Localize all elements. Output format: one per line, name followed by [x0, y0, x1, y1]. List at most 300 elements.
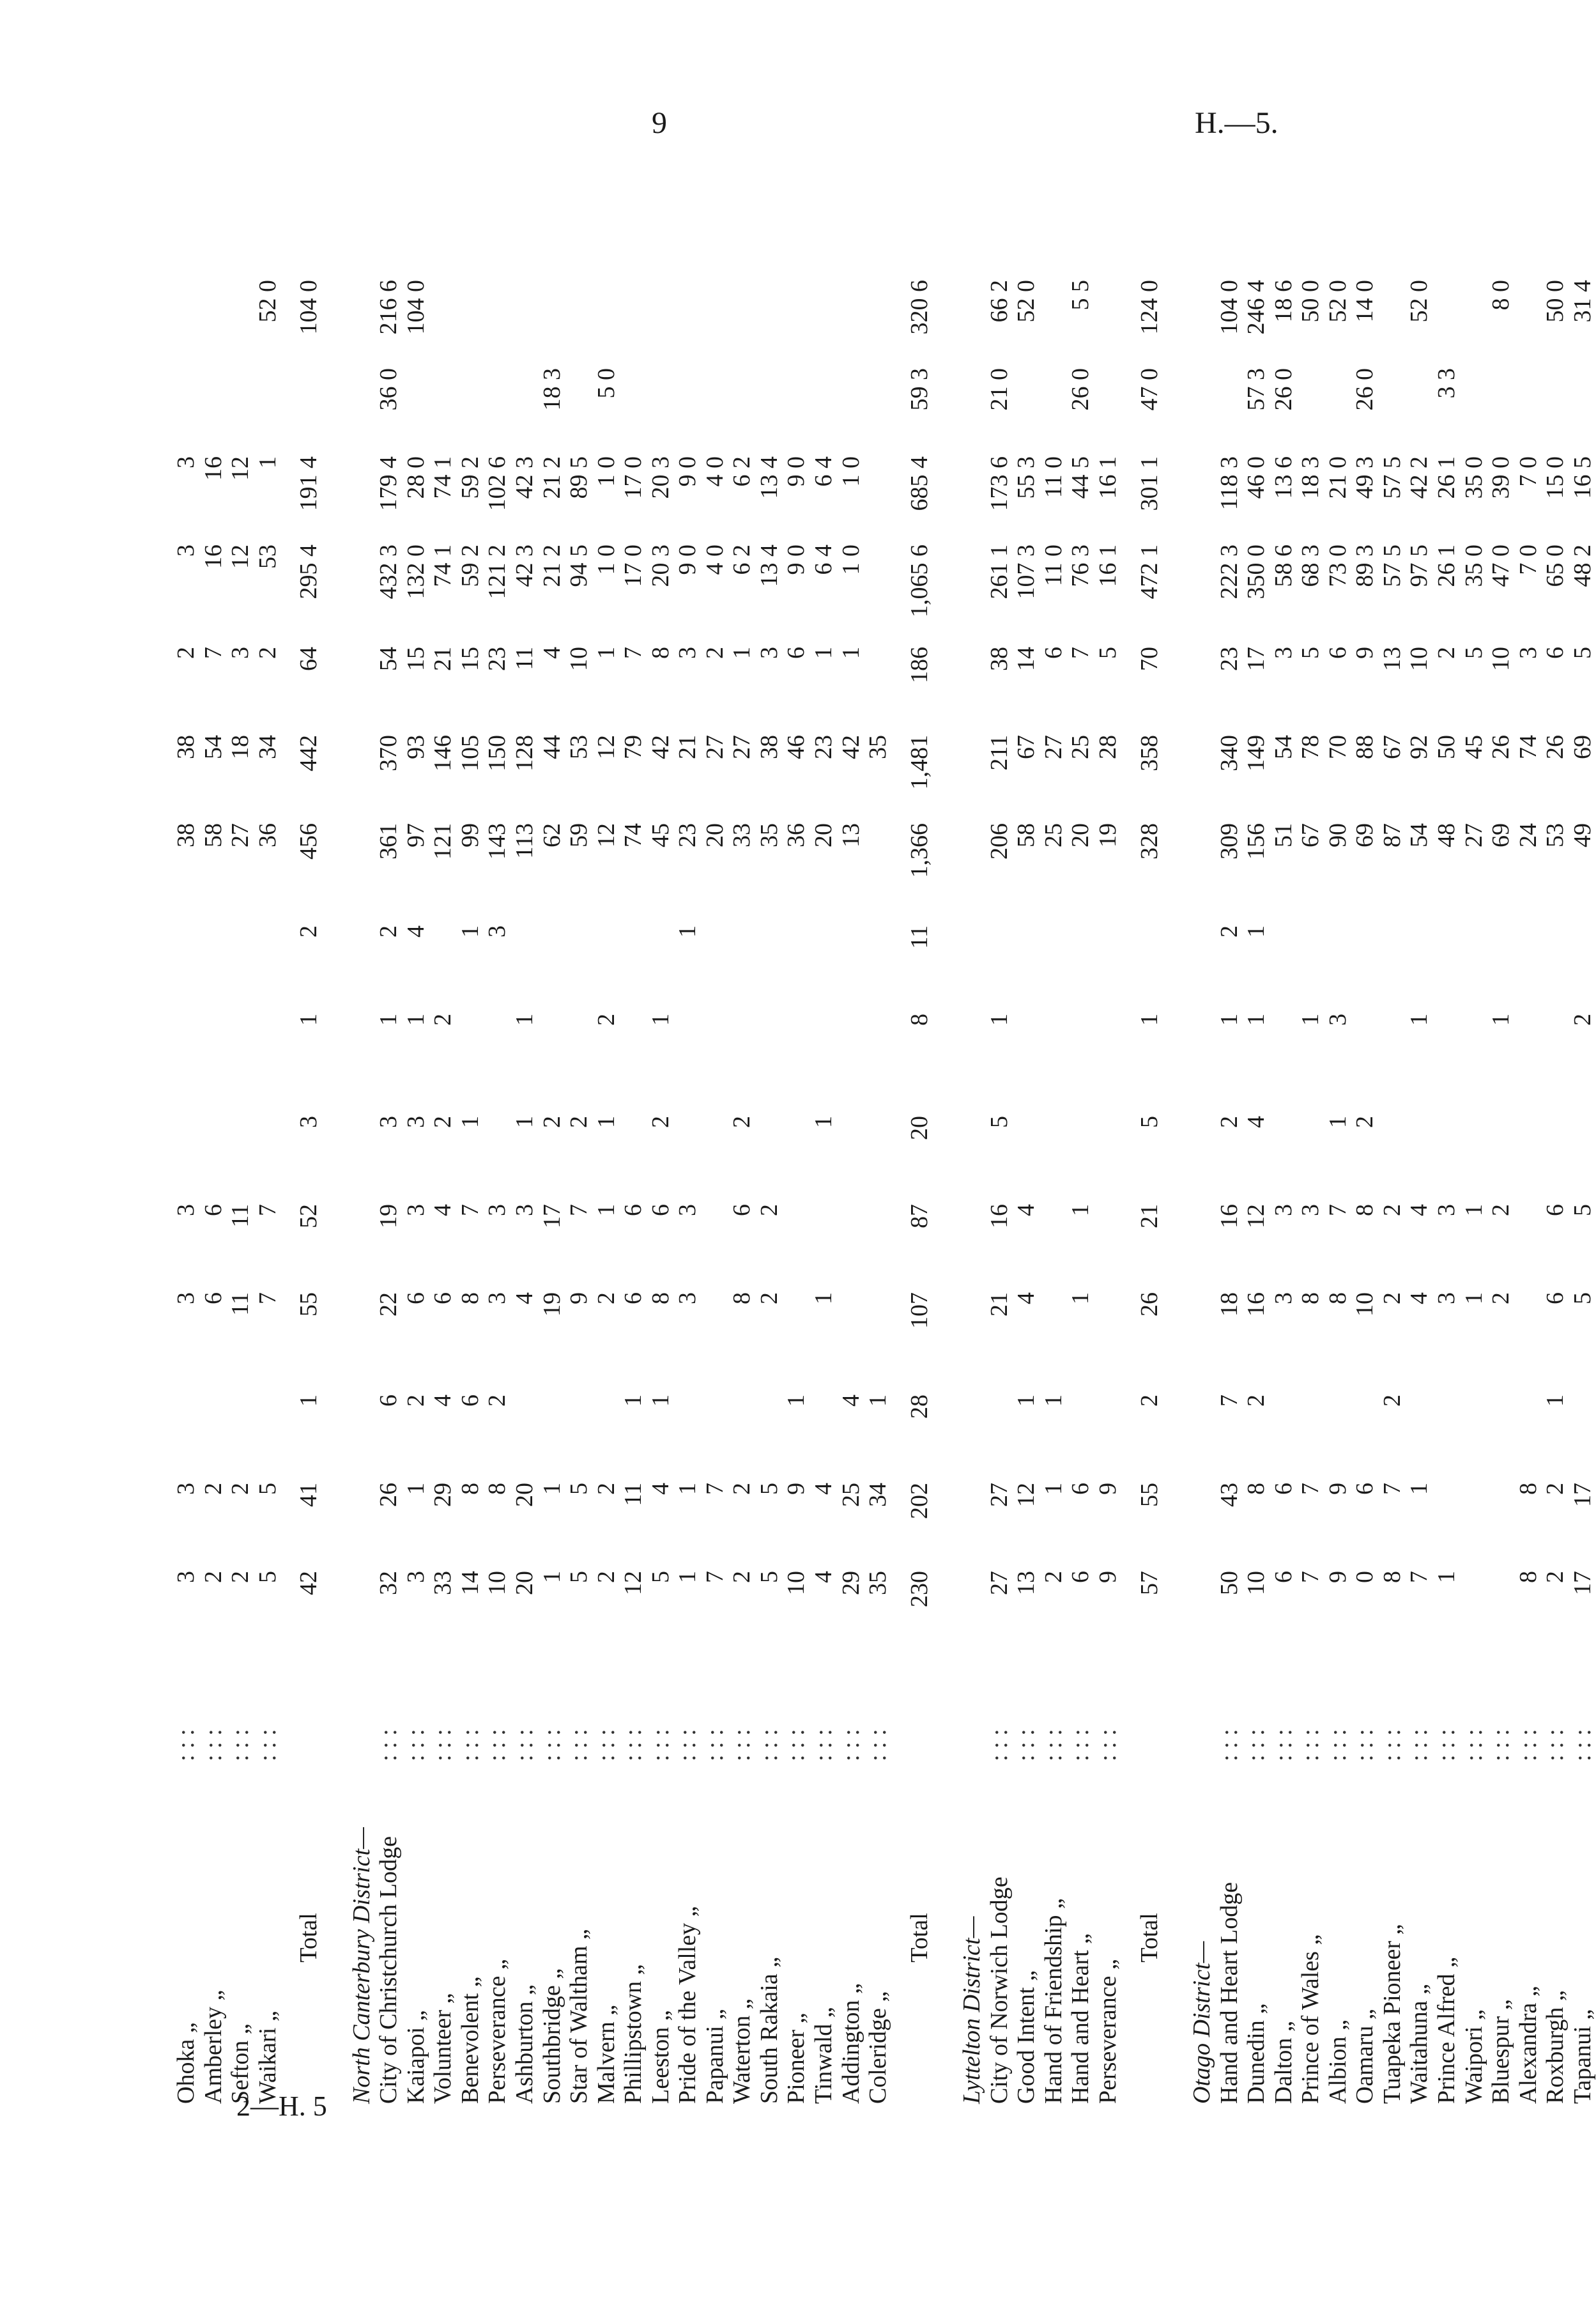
- table-cell: 21 0: [1324, 456, 1351, 499]
- table-cell: 53: [254, 545, 281, 569]
- table-cell: [173, 1008, 200, 1111]
- table-cell: [173, 1111, 200, 1199]
- table-cell: [728, 187, 756, 275]
- table-row: [539, 187, 566, 2109]
- table-cell: 16 5: [1569, 456, 1596, 499]
- table-cell: 4: [1406, 1204, 1433, 1216]
- table-cell: 57 3: [1243, 368, 1270, 411]
- table-row: [783, 187, 810, 2109]
- table-cell: 2: [484, 1394, 511, 1407]
- total-cell: [281, 187, 337, 275]
- table-cell: 2: [1378, 1204, 1406, 1216]
- table-cell: 1: [728, 647, 756, 659]
- table-cell: [565, 1008, 593, 1111]
- table-cell: 2: [429, 1116, 457, 1128]
- table-cell: 3: [1432, 1292, 1460, 1304]
- table-cell: [429, 363, 457, 451]
- table-row: [1324, 187, 1352, 2109]
- table-cell: 121 2: [484, 545, 511, 599]
- table-cell: [1461, 920, 1488, 1008]
- table-cell: [1542, 1008, 1569, 1111]
- table-cell: [484, 1111, 511, 1199]
- table-cell: [1013, 187, 1040, 275]
- table-cell: 1: [1243, 925, 1270, 938]
- table-cell: [227, 363, 254, 451]
- table-cell: [565, 363, 593, 451]
- table-cell: [620, 920, 647, 1008]
- table-cell: 8: [1351, 1204, 1379, 1216]
- lodge-name: Papanui „: [701, 2009, 728, 2104]
- lodge-name: Star of Waltham „: [565, 1929, 593, 2104]
- table-cell: [484, 363, 511, 451]
- table-cell: 1 0: [592, 545, 620, 575]
- table-row: [200, 187, 227, 2109]
- table-cell: 6 2: [728, 545, 756, 575]
- table-cell: [783, 187, 810, 275]
- table-cell: 105: [456, 735, 484, 771]
- table-cell: [1243, 187, 1270, 275]
- table-cell: 5: [1297, 647, 1324, 659]
- table-cell: [375, 187, 403, 275]
- table-cell: 28 0: [402, 456, 429, 499]
- leader-dots: : : :: [1215, 1729, 1243, 1761]
- table-cell: 1: [810, 647, 838, 659]
- table-cell: 19: [375, 1204, 403, 1228]
- table-cell: [864, 818, 892, 920]
- table-cell: [227, 275, 254, 363]
- table-cell: 74: [620, 823, 647, 847]
- table-cell: [728, 1389, 756, 1478]
- table-cell: 5 0: [592, 368, 620, 399]
- table-cell: [1216, 363, 1243, 451]
- table-cell: 10: [484, 1571, 511, 1595]
- table-row: [1487, 187, 1515, 2109]
- table-cell: 2: [254, 647, 281, 659]
- table-cell: 309: [1215, 823, 1243, 860]
- leader-dots: [1122, 1654, 1178, 1766]
- table-row: [756, 187, 783, 2109]
- table-row: [593, 187, 620, 2109]
- table-row: [1461, 187, 1488, 2109]
- table-cell: [674, 363, 702, 451]
- table-cell: 58 6: [1270, 545, 1297, 587]
- table-cell: [1461, 1478, 1488, 1566]
- table-cell: 5: [1094, 647, 1121, 659]
- table-cell: 53: [565, 735, 593, 759]
- total-cell: [281, 363, 337, 451]
- table-cell: 3: [375, 1116, 403, 1128]
- table-cell: 361: [375, 823, 403, 860]
- table-cell: 6: [1324, 647, 1351, 659]
- table-cell: [674, 187, 702, 275]
- table-cell: [484, 187, 511, 275]
- total-cell: 328: [1135, 823, 1163, 860]
- table-cell: 16 1: [1094, 545, 1121, 587]
- table-cell: [429, 187, 457, 275]
- table-cell: 173 6: [985, 456, 1013, 511]
- table-cell: 2: [728, 1116, 756, 1128]
- total-cell: 186: [905, 647, 933, 683]
- table-cell: 4: [402, 925, 429, 938]
- table-cell: [864, 451, 892, 539]
- table-cell: 69: [1487, 823, 1515, 847]
- table-cell: 1 0: [592, 456, 620, 487]
- table-cell: 3: [173, 456, 199, 468]
- total-cell: 358: [1135, 735, 1163, 771]
- table-cell: [1013, 920, 1040, 1008]
- table-cell: 5: [1569, 1204, 1596, 1216]
- lodge-name: Ashburton „: [511, 1984, 539, 2104]
- table-cell: [1040, 187, 1068, 275]
- table-cell: 51: [1270, 823, 1297, 847]
- table-cell: 3: [1324, 1014, 1351, 1026]
- table-cell: 3: [1432, 1204, 1460, 1216]
- table-cell: 340: [1215, 735, 1243, 771]
- leader-dots: : : :: [592, 1729, 620, 1761]
- table-cell: [838, 920, 865, 1008]
- table-cell: [1406, 1111, 1433, 1199]
- table-cell: 36: [783, 823, 810, 847]
- table-cell: [1569, 1111, 1596, 1199]
- total-cell: 2: [1135, 1394, 1163, 1407]
- table-row: [254, 187, 282, 2109]
- table-cell: 5: [647, 1571, 674, 1583]
- table-cell: [1406, 920, 1433, 1008]
- table-cell: [403, 363, 430, 451]
- table-cell: 58: [1013, 823, 1040, 847]
- table-cell: 150: [484, 735, 511, 771]
- table-cell: [864, 1199, 892, 1287]
- lodge-name: Pride of the Valley „: [674, 1906, 702, 2104]
- leader-dots: : : :: [173, 1729, 199, 1761]
- table-cell: [783, 363, 810, 451]
- table-cell: 1: [1013, 1394, 1040, 1407]
- table-cell: 89 5: [565, 456, 593, 499]
- table-cell: 3: [1514, 647, 1542, 659]
- table-cell: 222 3: [1215, 545, 1243, 599]
- table-cell: 1: [592, 1116, 620, 1128]
- table-cell: 11: [620, 1483, 647, 1506]
- table-cell: 8 0: [1487, 280, 1515, 311]
- table-cell: 48 2: [1569, 545, 1596, 587]
- leader-dots: : : :: [864, 1729, 892, 1761]
- table-cell: 7: [254, 1292, 281, 1304]
- total-cell: 685 4: [905, 456, 933, 511]
- table-cell: 2: [755, 1204, 783, 1216]
- table-cell: 6: [783, 647, 810, 659]
- table-row: [1515, 187, 1542, 2109]
- table-cell: 74 1: [429, 545, 457, 587]
- table-row: [375, 187, 403, 2109]
- table-cell: 6: [456, 1394, 484, 1407]
- table-cell: [728, 1008, 756, 1111]
- total-row: [1122, 187, 1178, 2109]
- table-cell: [620, 363, 647, 451]
- table-cell: 2: [1542, 1483, 1569, 1495]
- table-cell: 26 0: [1351, 368, 1379, 411]
- table-cell: 3: [173, 1571, 199, 1583]
- table-cell: 6: [1270, 1483, 1297, 1495]
- lodge-name: Coleridge „: [864, 1991, 892, 2104]
- table-cell: [593, 920, 620, 1008]
- table-cell: 6: [402, 1292, 429, 1304]
- table-cell: [986, 187, 1013, 275]
- table-cell: 12: [592, 735, 620, 759]
- table-cell: 3: [1270, 647, 1297, 659]
- lodge-name: Addington „: [837, 1983, 864, 2104]
- total-cell: 104 0: [295, 280, 323, 335]
- table-cell: 7: [1215, 1394, 1243, 1407]
- table-cell: 1: [511, 1116, 539, 1128]
- total-cell: [892, 187, 948, 275]
- table-cell: 3: [173, 1204, 199, 1216]
- table-cell: 27: [728, 735, 756, 759]
- table-cell: 11: [227, 1292, 254, 1316]
- table-cell: 49: [1569, 823, 1596, 847]
- table-cell: 18: [227, 735, 254, 759]
- leader-dots: : : :: [783, 1729, 810, 1761]
- table-row: [1067, 187, 1094, 2109]
- table-cell: 1: [538, 1483, 565, 1495]
- table-cell: 20: [511, 1483, 539, 1507]
- table-cell: 54: [1406, 823, 1433, 847]
- table-cell: 2: [227, 1483, 254, 1495]
- table-cell: [1094, 187, 1122, 275]
- table-cell: 7: [565, 1204, 593, 1216]
- total-cell: 191 4: [295, 456, 323, 511]
- table-cell: [1487, 1389, 1515, 1478]
- total-cell: 472 1: [1135, 545, 1163, 599]
- table-cell: 20: [810, 823, 838, 847]
- table-cell: 67: [1013, 735, 1040, 759]
- table-cell: [593, 275, 620, 363]
- table-cell: 246 4: [1243, 280, 1270, 335]
- table-cell: [1461, 1008, 1488, 1111]
- table-cell: 1: [647, 1394, 674, 1407]
- table-cell: 35: [755, 823, 783, 847]
- table-cell: 43: [1215, 1483, 1243, 1507]
- table-cell: 6: [1270, 1571, 1297, 1583]
- table-cell: 6: [728, 1204, 756, 1216]
- table-cell: 7: [1297, 1483, 1324, 1495]
- table-cell: [227, 1389, 254, 1478]
- table-cell: 34: [864, 1483, 892, 1507]
- lodge-name: Southbridge „: [538, 1968, 565, 2104]
- table-row: [1379, 187, 1406, 2109]
- lodge-name: Waitahuna „: [1406, 1984, 1433, 2104]
- table-cell: [1569, 187, 1596, 275]
- table-cell: 10: [1406, 647, 1433, 671]
- table-cell: 2: [402, 1394, 429, 1407]
- table-cell: 5: [985, 1116, 1013, 1128]
- table-cell: 7 0: [1514, 456, 1542, 487]
- table-cell: [1040, 1287, 1068, 1389]
- total-cell: 202: [905, 1483, 933, 1519]
- table-cell: 9 0: [783, 545, 810, 575]
- table-cell: [254, 920, 282, 1008]
- table-cell: [254, 187, 282, 275]
- total-label: Total: [905, 1913, 933, 1963]
- leader-dots: : : :: [227, 1729, 254, 1761]
- table-cell: 23: [810, 735, 838, 759]
- table-cell: 5: [755, 1571, 783, 1583]
- table-cell: [565, 275, 593, 363]
- total-cell: 295 4: [295, 545, 323, 599]
- table-cell: [838, 275, 865, 363]
- table-cell: 74: [1514, 735, 1542, 759]
- table-cell: 7: [1324, 1204, 1351, 1216]
- table-cell: [647, 920, 675, 1008]
- table-cell: 104 0: [402, 280, 429, 335]
- table-cell: 25: [1067, 735, 1094, 759]
- table-cell: [674, 1111, 702, 1199]
- total-cell: 1: [295, 1014, 323, 1026]
- table-cell: [227, 1111, 254, 1199]
- total-cell: 442: [295, 735, 323, 771]
- table-cell: 6: [1351, 1483, 1379, 1495]
- table-cell: 12: [1243, 1204, 1270, 1228]
- table-cell: 24: [1514, 823, 1542, 847]
- table-cell: 68 3: [1297, 545, 1324, 587]
- table-cell: 7 0: [1514, 545, 1542, 575]
- table-cell: 90: [1324, 823, 1351, 847]
- table-cell: [1379, 363, 1406, 451]
- table-cell: 1: [1324, 1116, 1351, 1128]
- table-cell: [1542, 363, 1569, 451]
- table-cell: 99: [456, 823, 484, 847]
- table-cell: [1569, 920, 1596, 1008]
- lodge-name: Perseverance „: [484, 1959, 511, 2104]
- table-cell: [511, 363, 539, 451]
- table-row: [1297, 187, 1324, 2109]
- total-cell: 47 0: [1135, 368, 1163, 411]
- table-cell: 146: [429, 735, 457, 771]
- table-cell: 4: [1406, 1292, 1433, 1304]
- table-cell: 261 1: [985, 545, 1013, 599]
- table-cell: 2: [375, 925, 403, 938]
- table-cell: 6: [1542, 647, 1569, 659]
- table-cell: 1: [620, 1394, 647, 1407]
- total-cell: 3: [295, 1116, 323, 1128]
- table-row: [864, 187, 892, 2109]
- table-cell: 74 1: [429, 456, 457, 499]
- table-cell: [1067, 920, 1094, 1008]
- table-cell: [539, 1389, 566, 1478]
- table-cell: 20: [701, 823, 728, 847]
- table-cell: 3: [484, 1204, 511, 1216]
- table-cell: [1040, 1008, 1068, 1111]
- leader-dots: : : :: [1542, 1729, 1569, 1761]
- lodge-name: Dalton „: [1270, 2021, 1297, 2104]
- table-cell: [200, 1111, 227, 1199]
- table-cell: 35: [864, 1571, 892, 1595]
- table-cell: 42 2: [1406, 456, 1433, 499]
- leader-dots: : : :: [620, 1729, 647, 1761]
- table-cell: 6 4: [810, 545, 838, 575]
- leader-dots: : : :: [728, 1729, 756, 1761]
- total-label: Total: [295, 1913, 323, 1963]
- table-cell: 4: [1013, 1204, 1040, 1216]
- table-cell: 1: [674, 1571, 702, 1583]
- total-cell: 21: [1135, 1204, 1163, 1228]
- lodge-name: Leeston „: [647, 2010, 674, 2104]
- table-cell: 1: [1432, 1571, 1460, 1583]
- table-cell: [1270, 920, 1298, 1008]
- table-cell: [1515, 187, 1542, 275]
- table-cell: 50 0: [1297, 280, 1324, 323]
- table-cell: 6: [1542, 1292, 1569, 1304]
- table-cell: 1: [985, 1014, 1013, 1026]
- table-cell: [783, 1199, 810, 1287]
- lodge-name: Bluespur „: [1487, 1999, 1515, 2104]
- table-cell: [1542, 187, 1569, 275]
- table-cell: 11 0: [1040, 456, 1067, 498]
- lodge-name: Alexandra „: [1514, 1986, 1542, 2104]
- table-cell: [1297, 363, 1324, 451]
- lodge-name: City of Christchurch Lodge: [375, 1836, 403, 2104]
- table-cell: 8: [1243, 1483, 1270, 1495]
- table-cell: 2: [592, 1014, 620, 1026]
- table-cell: [810, 1199, 838, 1287]
- table-cell: 8: [1297, 1292, 1324, 1304]
- table-cell: 4: [538, 647, 565, 659]
- table-cell: 2: [1487, 1204, 1515, 1216]
- table-cell: [756, 1008, 783, 1111]
- total-cell: 1: [1135, 1014, 1163, 1026]
- table-cell: 67: [1297, 823, 1324, 847]
- table-cell: [1433, 187, 1461, 275]
- table-cell: [457, 275, 484, 363]
- table-cell: [986, 920, 1013, 1008]
- page-number: 9: [652, 106, 667, 140]
- table-cell: 179 4: [375, 456, 403, 511]
- table-cell: [1515, 1199, 1542, 1287]
- table-cell: [1433, 1111, 1461, 1199]
- table-cell: 6: [620, 1292, 647, 1304]
- table-cell: 45: [1460, 735, 1487, 759]
- table-cell: [864, 642, 892, 730]
- table-cell: 5: [565, 1571, 593, 1583]
- table-cell: 16: [985, 1204, 1013, 1228]
- table-cell: [403, 187, 430, 275]
- table-cell: [1433, 275, 1461, 363]
- table-cell: 432 3: [375, 545, 403, 599]
- table-row: [702, 187, 729, 2109]
- table-cell: 2: [755, 1292, 783, 1304]
- table-cell: 2: [1542, 1571, 1569, 1583]
- table-row: [1216, 187, 1243, 2109]
- table-cell: [838, 1199, 865, 1287]
- table-cell: [810, 275, 838, 363]
- table-cell: 8: [1378, 1571, 1406, 1583]
- table-cell: [1297, 1111, 1324, 1199]
- table-cell: 26 1: [1432, 545, 1460, 587]
- table-cell: 6: [429, 1292, 457, 1304]
- table-cell: 216 6: [375, 280, 403, 335]
- table-cell: 54: [375, 647, 403, 671]
- table-cell: 4: [429, 1394, 457, 1407]
- table-cell: 23: [484, 647, 511, 671]
- table-cell: [1379, 187, 1406, 275]
- table-row: [227, 187, 254, 2109]
- table-cell: 59: [565, 823, 593, 847]
- table-cell: 1: [402, 1014, 429, 1026]
- leader-dots: : : :: [1569, 1729, 1596, 1761]
- table-cell: [1515, 1008, 1542, 1111]
- table-cell: 6: [199, 1292, 227, 1304]
- table-cell: 19: [538, 1292, 565, 1317]
- table-cell: 26: [1487, 735, 1515, 759]
